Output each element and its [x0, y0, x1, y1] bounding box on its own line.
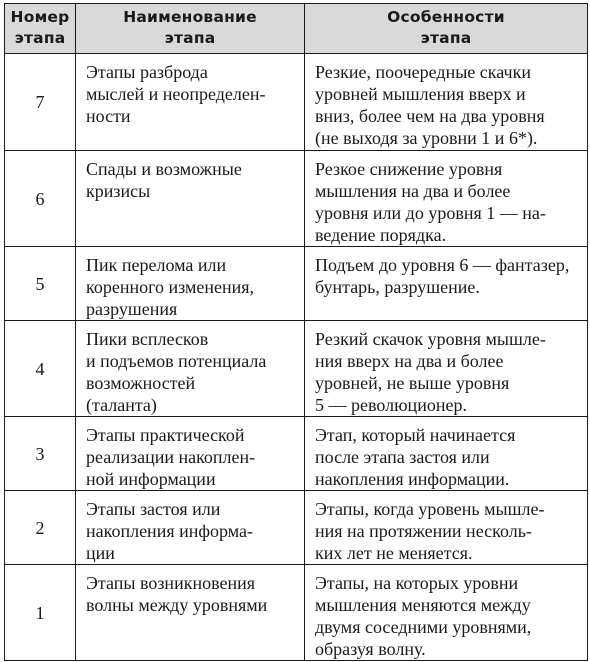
- stage-name-line: и подъемов потенциала: [86, 351, 267, 371]
- stage-number: 2: [5, 491, 76, 565]
- header-row: [5, 4, 588, 54]
- stage-name-line: Спады и возможные: [86, 159, 242, 179]
- stage-number: 1: [5, 565, 76, 661]
- stage-name-line: Этапы практической: [86, 425, 245, 445]
- table-row: [5, 321, 588, 417]
- stage-name: [76, 151, 305, 247]
- stage-name: [76, 565, 305, 661]
- stage-number: 3: [5, 417, 76, 491]
- stage-features-line: уровней, не выше уровня: [315, 373, 510, 393]
- stage-features-line: Подъем до уровня 6 — фантазер,: [315, 255, 570, 275]
- stage-name-line: мыслей и неопределен-: [86, 84, 266, 104]
- stage-number: 6: [5, 151, 76, 247]
- stage-features-line: бунтарь, разрушение.: [315, 277, 480, 297]
- stage-name-line: Этапы разброда: [86, 62, 208, 82]
- stage-features: [305, 247, 588, 321]
- stage-number: 7: [5, 54, 76, 151]
- stage-features-line: уровней мышления вверх и: [315, 84, 526, 104]
- stage-features-line: 5 — революционер.: [315, 395, 467, 415]
- table-row: [5, 247, 588, 321]
- header-stage-features: [305, 4, 588, 54]
- table-row: [5, 417, 588, 491]
- table-row: [5, 54, 588, 151]
- stage-name-line: ции: [86, 543, 115, 563]
- stage-name: [76, 54, 305, 151]
- stage-name-line: Пики всплесков: [86, 329, 209, 349]
- stage-name-line: Этапы застоя или: [86, 499, 221, 519]
- stage-features-line: Резкие, поочередные скачки: [315, 62, 531, 82]
- header-text: Номер: [10, 8, 70, 26]
- stage-features: [305, 565, 588, 661]
- stage-features-line: (не выходя за уровни 1 и 6*).: [315, 128, 538, 148]
- stage-name-line: Этапы возникновения: [86, 573, 256, 593]
- stage-name-line: кризисы: [86, 181, 151, 201]
- stage-name-line: Пик перелома или: [86, 255, 227, 275]
- stage-features: [305, 151, 588, 247]
- stage-name-line: накопления информа-: [86, 521, 254, 541]
- header-text: этапа: [14, 29, 66, 47]
- stage-features-line: после этапа застоя или: [315, 447, 490, 467]
- header-stage-name: [76, 4, 305, 54]
- stage-name-line: возможностей: [86, 373, 196, 393]
- header-text: Наименование: [123, 8, 257, 26]
- stage-name: [76, 247, 305, 321]
- stage-name-line: реализации накоплен-: [86, 447, 256, 467]
- stage-features-line: Этапы, когда уровень мышле-: [315, 499, 545, 519]
- stage-features-line: Резкое снижение уровня: [315, 159, 503, 179]
- stage-features: [305, 491, 588, 565]
- stage-name-line: коренного изменения,: [86, 277, 255, 297]
- stage-features-line: ния на протяжении несколь-: [315, 521, 532, 541]
- stage-features-line: накопления информации.: [315, 469, 510, 489]
- stage-name: [76, 417, 305, 491]
- header-stage-number: [5, 4, 76, 54]
- stage-name-line: ности: [86, 106, 131, 126]
- stage-name-line: (таланта): [86, 395, 157, 415]
- stage-number: 4: [5, 321, 76, 417]
- stages-table: [4, 3, 588, 661]
- stage-features: [305, 321, 588, 417]
- stage-number: 5: [5, 247, 76, 321]
- stage-name-line: волны между уровнями: [86, 595, 268, 615]
- stage-features-line: вниз, более чем на два уровня: [315, 106, 545, 126]
- stage-features: [305, 54, 588, 151]
- header-text: Особенности: [387, 8, 505, 26]
- header-text: этапа: [420, 29, 472, 47]
- stage-name: [76, 491, 305, 565]
- table-row: [5, 491, 588, 565]
- header-text: этапа: [164, 29, 216, 47]
- table-row: [5, 565, 588, 661]
- stage-features-line: мышления на два и более: [315, 181, 511, 201]
- stage-features-line: Этап, который начинается: [315, 425, 516, 445]
- stage-features-line: Этапы, на которых уровни: [315, 573, 519, 593]
- stage-features-line: уровня или до уровня 1 — на-: [315, 203, 546, 223]
- stage-features-line: мышления меняются между: [315, 595, 531, 615]
- stage-name-line: ной информации: [86, 469, 216, 489]
- stage-features-line: ких лет не меняется.: [315, 543, 473, 563]
- stage-features-line: ведение порядка.: [315, 225, 447, 245]
- table-body: [5, 54, 588, 661]
- stage-name-line: разрушения: [86, 299, 178, 319]
- stage-features-line: двумя соседними уровнями,: [315, 617, 532, 637]
- stage-name: [76, 321, 305, 417]
- stage-features: [305, 417, 588, 491]
- stage-features-line: ния вверх на два и более: [315, 351, 504, 371]
- table-row: [5, 151, 588, 247]
- stage-features-line: Резкий скачок уровня мышле-: [315, 329, 546, 349]
- stage-features-line: образуя волну.: [315, 639, 426, 659]
- table-header: [5, 4, 588, 54]
